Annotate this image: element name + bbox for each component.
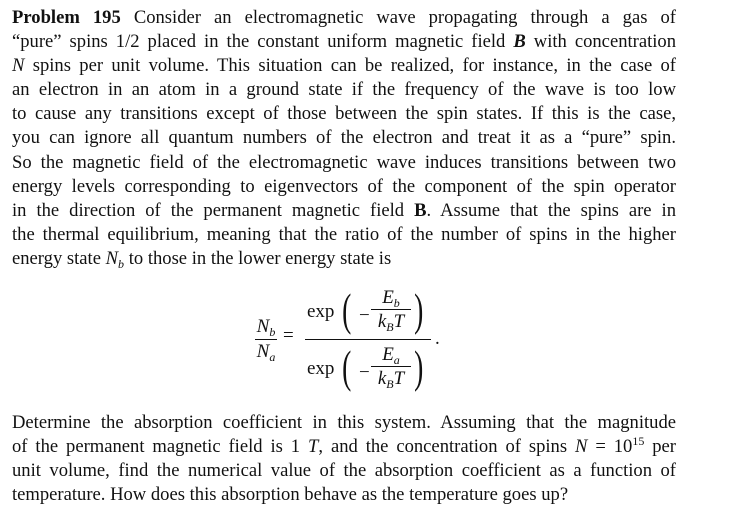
- text-line: unit volume, find the numerical value of the absorption coefficient as a function of: [12, 460, 676, 482]
- text-line: energy levels corresponding to eigenvectors of the component of the spin operator: [12, 175, 676, 197]
- text-line: N spins per unit volume. This situation can be realized, for instance, in the case of: [12, 55, 677, 77]
- text-line: temperature. How does this absorption behave as the temperature goes up?: [12, 484, 569, 506]
- text-line: to cause any transitions except of those between the spin states. If this is the case,: [12, 103, 676, 125]
- text-line: energy state $N_b$ to those in the lower energy state is: [12, 247, 392, 271]
- equation-period: .: [435, 328, 440, 349]
- fraction-bar: [305, 339, 431, 340]
- right-paren: ): [414, 284, 424, 335]
- text-line: So the magnetic field of the electromagnetic wave induces transitions between two: [12, 151, 676, 173]
- text-line: an electron in an atom in a ground state if the frequency of the wave is too low: [12, 79, 676, 101]
- left-paren: (: [342, 284, 352, 335]
- boltzmann-ratio-equation: [255, 283, 455, 393]
- right-paren: ): [414, 341, 424, 392]
- numerator-exp: exp ( − $E_b$ $k_BT$ ): [307, 284, 424, 335]
- problem-question: [12, 411, 676, 507]
- denominator-exp: exp ( − $E_a$ $k_BT$ ): [307, 341, 424, 392]
- text-line: in the direction of the permanent magnetic field B. Assume that the spins are in: [12, 199, 676, 221]
- text-line: Problem 195 Consider an electromagnetic wave propagating through a gas of: [12, 7, 676, 28]
- text-line: “pure” spins 1/2 placed in the constant uniform magnetic field B with concentration: [12, 31, 677, 53]
- text-line: of the permanent magnetic field is 1 T, and the concentration of spins $N = 10^{15}$ per: [12, 434, 676, 458]
- equals-sign: =: [283, 325, 294, 346]
- problem-statement: [12, 6, 676, 271]
- text-line: Determine the absorption coefficient in this system. Assuming that the magnitude: [12, 412, 676, 433]
- vector-B: B: [513, 31, 526, 53]
- text-line: the thermal equilibrium, meaning that the ratio of the number of spins in the higher: [12, 223, 676, 245]
- var-N: N: [12, 55, 25, 77]
- vector-B: B: [414, 199, 427, 221]
- left-paren: (: [342, 341, 352, 392]
- var-N-b: $N_b$: [105, 247, 125, 271]
- text-line: you can ignore all quantum numbers of the electron and treat it as a “pure” spin.: [12, 127, 676, 149]
- problem-heading: Problem 195: [12, 7, 121, 28]
- ratio-fraction: $N_b$ $N_a$: [256, 316, 276, 364]
- fraction-bar: [255, 339, 277, 340]
